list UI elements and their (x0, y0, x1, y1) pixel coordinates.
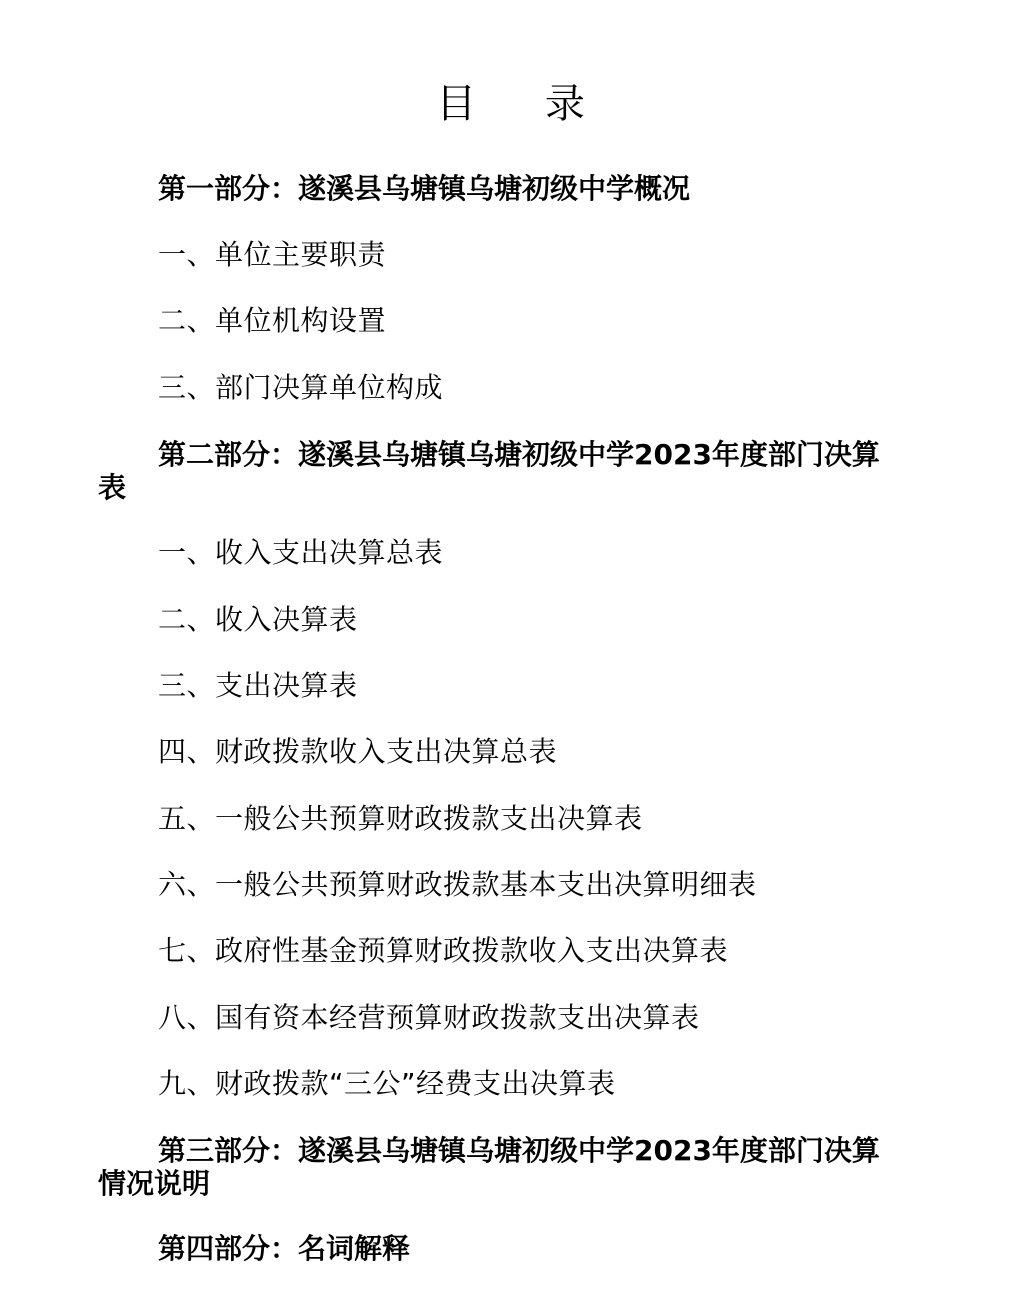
toc-item[interactable]: 二、收入决算表 (158, 603, 358, 636)
page-title: 目 录 (436, 81, 613, 127)
toc-item[interactable]: 二、单位机构设置 (158, 304, 387, 337)
toc-item[interactable]: 八、国有资本经营预算财政拨款支出决算表 (158, 1001, 700, 1034)
toc-part-1-heading[interactable]: 第一部分：遂溪县乌塘镇乌塘初级中学概况 (158, 172, 691, 205)
toc-item[interactable]: 一、单位主要职责 (158, 238, 387, 271)
toc-item[interactable]: 六、一般公共预算财政拨款基本支出决算明细表 (158, 868, 757, 901)
toc-part-2-heading[interactable]: 第二部分：遂溪县乌塘镇乌塘初级中学2023年度部门决算表 (98, 438, 880, 504)
toc-part-4-heading[interactable]: 第四部分：名词解释 (158, 1232, 411, 1265)
toc-item[interactable]: 三、支出决算表 (158, 669, 358, 702)
toc-item[interactable]: 九、财政拨款“三公”经费支出决算表 (158, 1067, 616, 1100)
toc-item[interactable]: 三、部门决算单位构成 (158, 371, 444, 404)
toc-item[interactable]: 七、政府性基金预算财政拨款收入支出决算表 (158, 934, 729, 967)
toc-part-3-heading[interactable]: 第三部分：遂溪县乌塘镇乌塘初级中学2023年度部门决算情况说明 (98, 1134, 880, 1200)
toc-item[interactable]: 四、财政拨款收入支出决算总表 (158, 735, 558, 768)
toc-item[interactable]: 一、收入支出决算总表 (158, 536, 444, 569)
toc-item[interactable]: 五、一般公共预算财政拨款支出决算表 (158, 802, 643, 835)
